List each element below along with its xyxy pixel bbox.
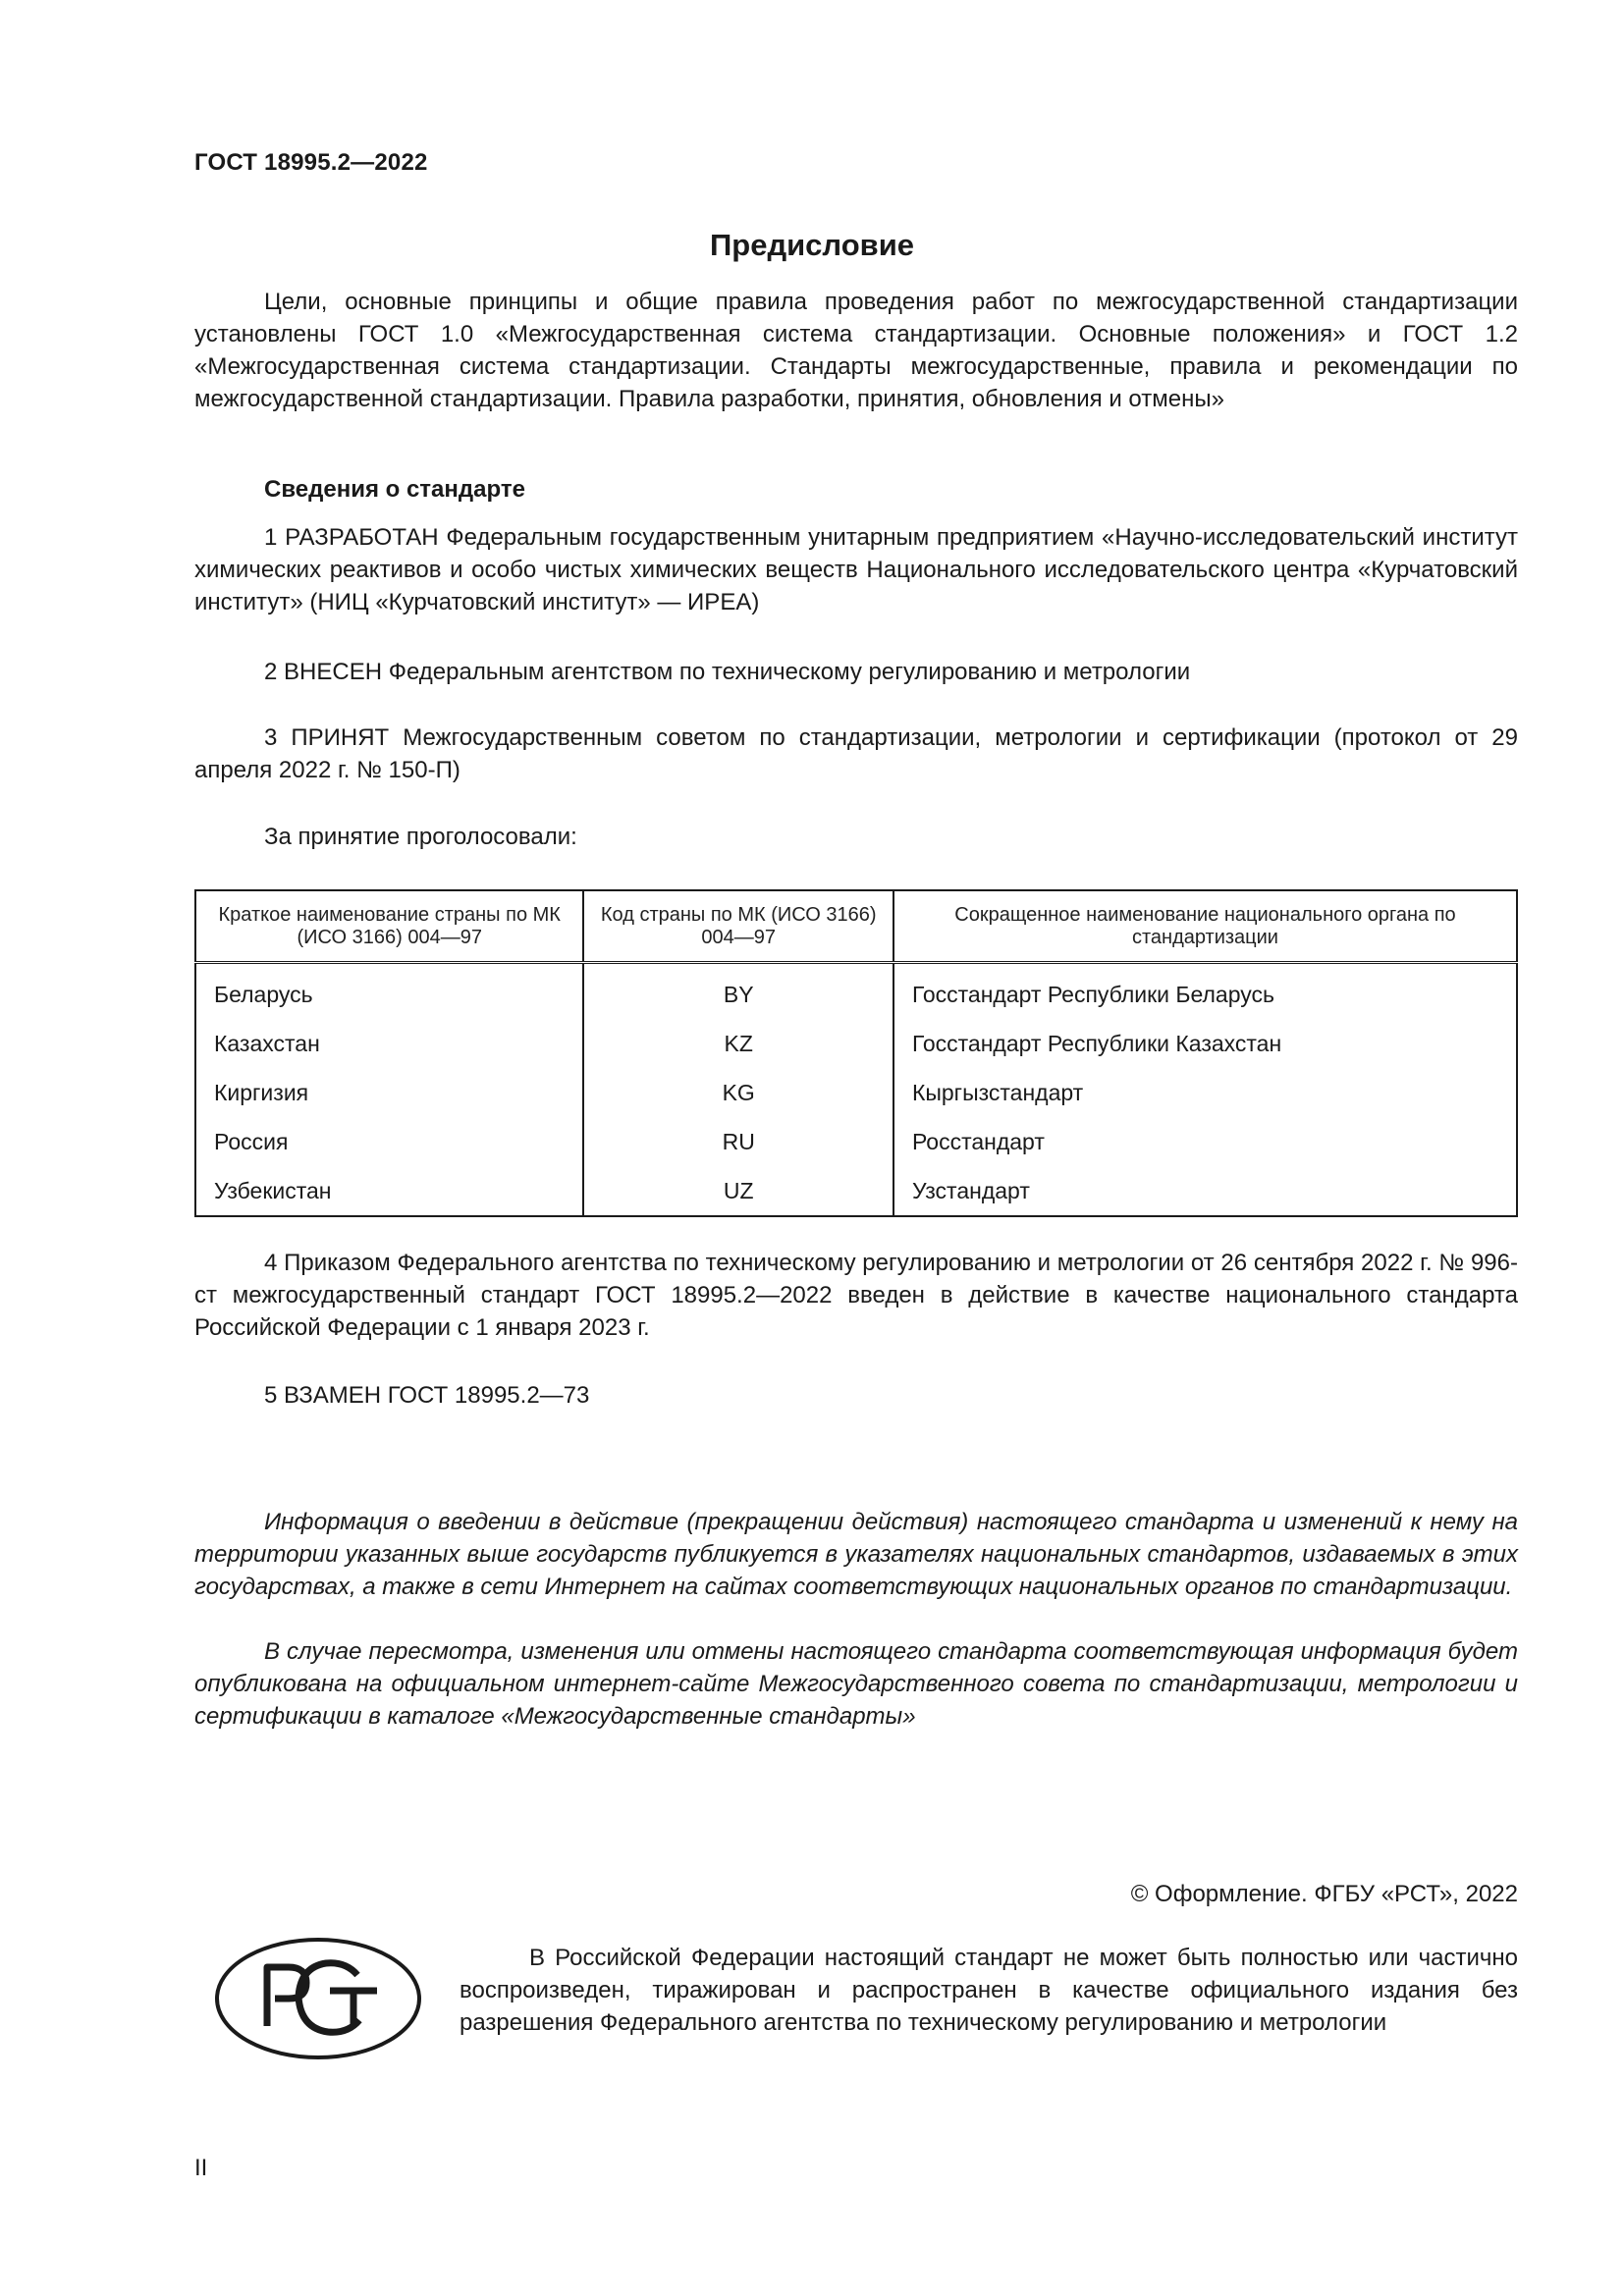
country-code: UZ <box>583 1166 893 1216</box>
country-code: BY <box>583 963 893 1020</box>
item-2-introduced: 2 ВНЕСЕН Федеральным агентством по техническому регулированию и метрологии <box>264 659 1191 685</box>
authority-name: Госстандарт Республики Беларусь <box>893 963 1517 1020</box>
authority-name: Росстандарт <box>893 1117 1517 1166</box>
info-paragraph-2: В случае пересмотра, изменения или отмены настоящего стандарта соответствующая информация будет опубликована на официальном интернет-сайте Межгосударственного совета по стандартизации, метрологии и сертификации в каталоге «Межгосударственные стандарты» <box>194 1638 1518 1730</box>
table-row <box>195 1166 1517 1216</box>
page-number: II <box>194 2155 208 2181</box>
table-row <box>195 1117 1517 1166</box>
country-name: Беларусь <box>195 963 583 1020</box>
country-code: RU <box>583 1117 893 1166</box>
country-name: Казахстан <box>195 1019 583 1068</box>
item-5-replaces: 5 ВЗАМЕН ГОСТ 18995.2—73 <box>264 1382 590 1409</box>
country-code: KZ <box>583 1019 893 1068</box>
table-row <box>195 963 1517 1020</box>
table-row <box>195 1068 1517 1117</box>
column-header-authority: Сокращенное наименование национального органа по стандартизации <box>893 890 1517 963</box>
country-name: Узбекистан <box>195 1166 583 1216</box>
authority-name: Кыргызстандарт <box>893 1068 1517 1117</box>
document-code: ГОСТ 18995.2—2022 <box>194 149 428 176</box>
voted-label: За принятие проголосовали: <box>264 824 577 850</box>
country-code: KG <box>583 1068 893 1117</box>
table-header-row <box>195 890 1517 963</box>
authority-name: Госстандарт Республики Казахстан <box>893 1019 1517 1068</box>
page-title: Предисловие <box>709 228 914 262</box>
item-1-developed: 1 РАЗРАБОТАН Федеральным государственным унитарным предприятием «Научно-исследовательский институт химических реактивов и особо чистых химических веществ Национального исследовательского центра «Курчатовский институт» (НИЦ «Курчатовский институт» — ИРЕА) <box>194 524 1518 615</box>
country-name: Россия <box>195 1117 583 1166</box>
table-row <box>195 1019 1517 1068</box>
section-heading: Сведения о стандарте <box>264 476 525 503</box>
item-4-order: 4 Приказом Федерального агентства по техническому регулированию и метрологии от 26 сентября 2022 г. № 996-ст межгосударственный стандарт ГОСТ 18995.2—2022 введен в действие в качестве национального стандарта Российской Федерации с 1 января 2023 г. <box>194 1250 1518 1341</box>
intro-paragraph: Цели, основные принципы и общие правила проведения работ по межгосударственной стандартизации установлены ГОСТ 1.0 «Межгосударственная система стандартизации. Основные положения» и ГОСТ 1.2 «Межгосударственная система стандартизации. Стандарты межгосударственные, правила и рекомендации по межгосударственной стандартизации. Правила разработки, принятия, обновления и отмены» <box>194 289 1518 412</box>
column-header-code: Код страны по МК (ИСО 3166) 004—97 <box>583 890 893 963</box>
copyright-notice: В Российской Федерации настоящий стандарт не может быть полностью или частично воспроизведен, тиражирован и распространен в качестве официального издания без разрешения Федерального агентства по техническому регулированию и метрологии <box>460 1945 1518 2036</box>
column-header-country: Краткое наименование страны по МК (ИСО 3166) 004—97 <box>195 890 583 963</box>
info-paragraph-1: Информация о введении в действие (прекращении действия) настоящего стандарта и изменений к нему на территории указанных выше государств публикуется в указателях национальных стандартов, издаваемых в этих государствах, а также в сети Интернет на сайтах соответствующих национальных органов по стандартизации. <box>194 1509 1518 1600</box>
authority-name: Узстандарт <box>893 1166 1517 1216</box>
item-3-adopted: 3 ПРИНЯТ Межгосударственным советом по стандартизации, метрологии и сертификации (протокол от 29 апреля 2022 г. № 150-П) <box>194 724 1518 783</box>
country-name: Киргизия <box>195 1068 583 1117</box>
copyright-line: © Оформление. ФГБУ «РСТ», 2022 <box>1130 1881 1518 1907</box>
voting-countries-table <box>194 889 1518 1217</box>
rst-certification-mark-icon <box>212 1934 424 2068</box>
